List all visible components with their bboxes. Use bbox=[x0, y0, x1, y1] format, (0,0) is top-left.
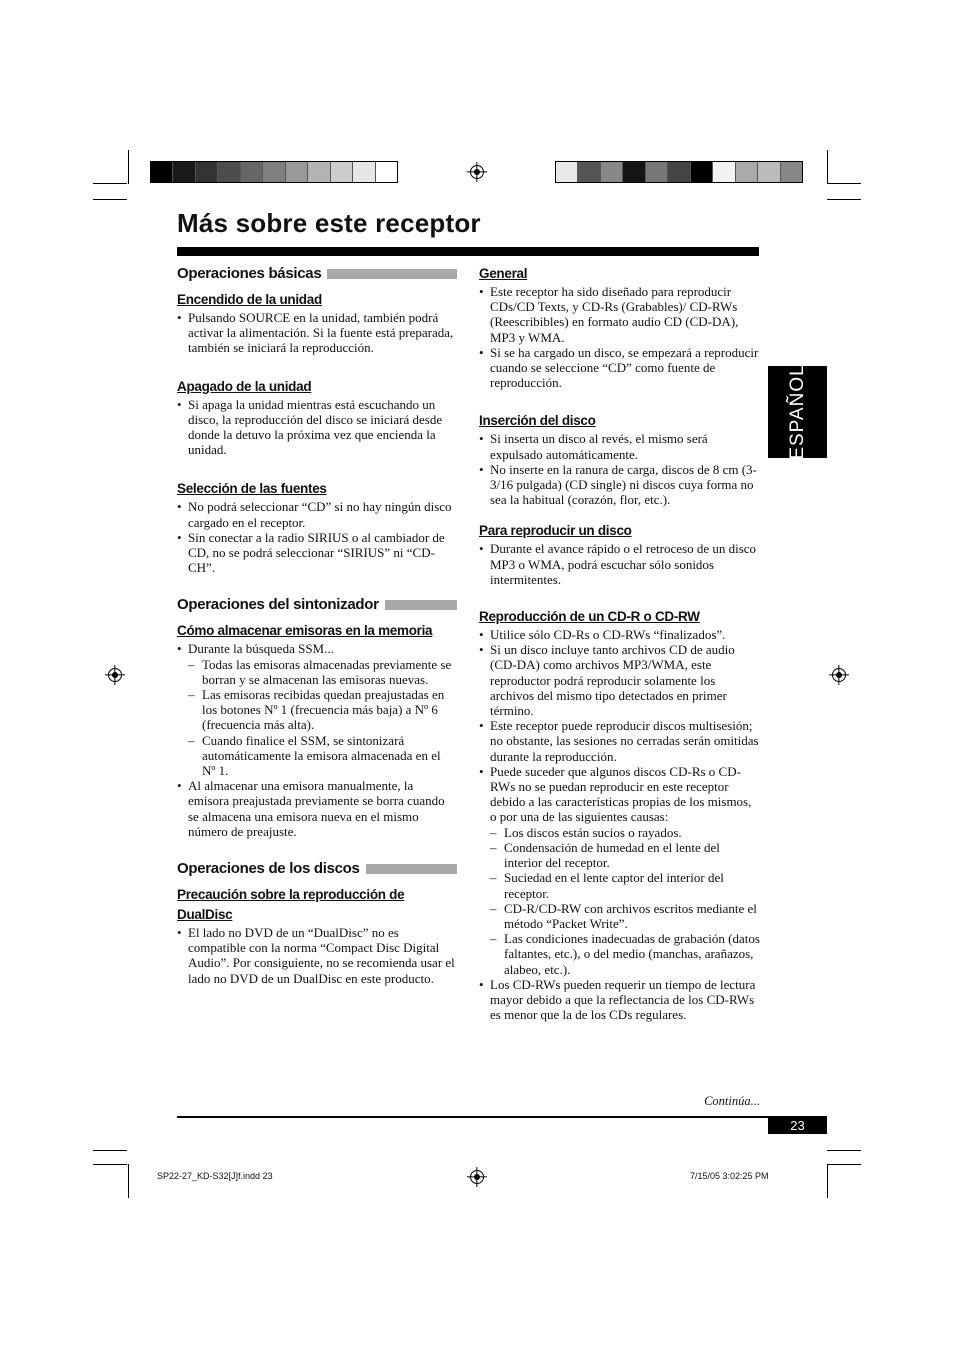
color-swatch bbox=[736, 162, 758, 182]
color-swatch bbox=[218, 162, 240, 182]
left-column bbox=[177, 264, 457, 986]
subheading-seleccion: Selección de las fuentes bbox=[177, 481, 327, 497]
list-seleccion bbox=[177, 499, 457, 575]
bottom-rule bbox=[177, 1116, 827, 1118]
heading-bar bbox=[385, 600, 457, 610]
subheading-apagado: Apagado de la unidad bbox=[177, 378, 312, 394]
heading-bar bbox=[327, 269, 457, 279]
color-swatch bbox=[578, 162, 600, 182]
dash-item: – Las condiciones inadecuadas de grabación (datos faltantes, etc.), o del medio (manchas, arañazos, alabeo, etc.). bbox=[490, 931, 761, 977]
dash-item: – Cuando finalice el SSM, se sintonizará automáticamente la emisora almacenada en el Nº 1. bbox=[188, 733, 457, 779]
color-swatch bbox=[196, 162, 218, 182]
list-dualdisc bbox=[177, 925, 457, 986]
color-swatch bbox=[241, 162, 263, 182]
list-item: • Durante el avance rápido o el retroceso de un disco MP3 o WMA, podrá escuchar sólo sonidos intermitentes. bbox=[479, 541, 761, 587]
section-heading-discos: Operaciones de los discos bbox=[177, 859, 457, 879]
subheading-reproducir: Para reproducir un disco bbox=[479, 523, 632, 539]
color-swatch bbox=[691, 162, 713, 182]
list-item: • Si un disco incluye tanto archivos CD de audio (CD-DA) como archivos MP3/WMA, este reproductor podrá reproducir solamente los archivos del mismo tipo detectados en primer término. bbox=[479, 642, 761, 718]
subheading-insercion: Inserción del disco bbox=[479, 413, 596, 429]
dash-list-causas bbox=[490, 825, 761, 977]
dash-item: – CD-R/CD-RW con archivos escritos mediante el método “Packet Write”. bbox=[490, 901, 761, 931]
subheading-dualdisc: Precaución sobre la reproducción de DualDisc bbox=[177, 887, 405, 923]
subheading-cdr: Reproducción de un CD-R o CD-RW bbox=[479, 609, 700, 625]
page-number: 23 bbox=[768, 1118, 827, 1134]
dash-item: – Los discos están sucios o rayados. bbox=[490, 825, 761, 840]
color-swatch bbox=[263, 162, 285, 182]
color-swatch bbox=[353, 162, 375, 182]
list-item: • Utilice sólo CD-Rs o CD-RWs “finalizados”. bbox=[479, 627, 761, 642]
color-swatch bbox=[668, 162, 690, 182]
list-item: • No podrá seleccionar “CD” si no hay ningún disco cargado en el receptor. bbox=[177, 499, 457, 529]
list-cdr bbox=[479, 627, 761, 1022]
continua-label: Continúa... bbox=[704, 1094, 760, 1108]
list-item: • Al almacenar una emisora manualmente, la emisora preajustada previamente se borra cuando se almacena una emisora nueva en el mismo número de preajuste. bbox=[177, 778, 457, 839]
section-heading-sintonizador: Operaciones del sintonizador bbox=[177, 595, 457, 615]
list-item: • Si apaga la unidad mientras está escuchando un disco, la reproducción del disco se iniciará desde donde la detuvo la próxima vez que encienda la unidad. bbox=[177, 397, 457, 458]
list-item: • Puede suceder que algunos discos CD-Rs o CD-RWs no se puedan reproducir en este receptor debido a las características propias de los mismos, o por una de las siguientes causas: – Los discos están sucios o rayados. – Condensación de humedad en el lente del interior del receptor. – Suciedad en el lente captor del interior del receptor. – CD-R/CD-RW con archivos escritos mediante el método “Packet Write”. – Las condiciones inadecuadas de grabación (datos faltantes, etc.), o del medio (manchas, arañazos, alabeo, etc.). bbox=[479, 764, 761, 977]
page-title: Más sobre este receptor bbox=[177, 208, 481, 238]
list-apagado bbox=[177, 397, 457, 458]
color-swatch bbox=[601, 162, 623, 182]
dash-item: – Las emisoras recibidas quedan preajustadas en los botones Nº 1 (frecuencia más baja) a Nº 6 (frecuencia más alta). bbox=[188, 687, 457, 733]
color-calibration-bar-left bbox=[150, 161, 398, 183]
list-item: • El lado no DVD de un “DualDisc” no es compatible con la norma “Compact Disc Digital Audio”. Por consiguiente, no se recomienda usar el lado no DVD de un DualDisc en este producto. bbox=[177, 925, 457, 986]
subheading-general: General bbox=[479, 266, 528, 281]
color-swatch bbox=[623, 162, 645, 182]
registration-mark-top-icon bbox=[470, 165, 484, 179]
slug-date-info: 7/15/05 3:02:25 PM bbox=[690, 1171, 769, 1181]
color-swatch bbox=[331, 162, 353, 182]
color-swatch bbox=[308, 162, 330, 182]
dash-item: – Condensación de humedad en el lente del interior del receptor. bbox=[490, 840, 761, 870]
list-general bbox=[479, 284, 761, 390]
list-item: • No inserte en la ranura de carga, discos de 8 cm (3-3/16 pulgada) (CD single) ni discos cuya forma no sea la habitual (corazón, flor, etc.). bbox=[479, 462, 761, 508]
registration-mark-bottom-icon bbox=[470, 1170, 484, 1184]
dash-list-ssm bbox=[188, 657, 457, 779]
list-reproducir bbox=[479, 541, 761, 587]
right-column bbox=[479, 264, 761, 1022]
dash-item: – Todas las emisoras almacenadas previamente se borran y se almacenan las emisoras nuevas. bbox=[188, 657, 457, 687]
list-item: • Si inserta un disco al revés, el mismo será expulsado automáticamente. bbox=[479, 431, 761, 461]
language-tab bbox=[768, 366, 827, 458]
list-item: • Durante la búsqueda SSM... – Todas las emisoras almacenadas previamente se borran y se almacenan las emisoras nuevas. – Las emisoras recibidas quedan preajustadas en los botones Nº 1 (frecuencia más baja) a Nº 6 (frecuencia más alta). – Cuando finalice el SSM, se sintonizará automáticamente la emisora almacenada en el Nº 1. bbox=[177, 641, 457, 778]
registration-mark-left-icon bbox=[108, 668, 122, 682]
title-rule bbox=[177, 247, 759, 256]
list-item: • Pulsando SOURCE en la unidad, también podrá activar la alimentación. Si la fuente está preparada, también se iniciará la reproducción. bbox=[177, 310, 457, 356]
registration-mark-right-icon bbox=[832, 668, 846, 682]
color-swatch bbox=[646, 162, 668, 182]
color-swatch bbox=[376, 162, 397, 182]
color-swatch bbox=[713, 162, 735, 182]
list-item: • Sin conectar a la radio SIRIUS o al cambiador de CD, no se podrá seleccionar “SIRIUS” ni “CD-CH”. bbox=[177, 530, 457, 576]
slug-file-info: SP22-27_KD-S32[J]f.indd 23 bbox=[157, 1171, 273, 1181]
color-swatch bbox=[286, 162, 308, 182]
section-heading-basicas: Operaciones básicas bbox=[177, 264, 457, 284]
list-item: • Este receptor puede reproducir discos multisesión; no obstante, las sesiones no cerradas serán omitidas durante la reproducción. bbox=[479, 718, 761, 764]
list-item: • Este receptor ha sido diseñado para reproducir CDs/CD Texts, y CD-Rs (Grabables)/ CD-RWs (Reescribibles) en formato audio CD (CD-DA), MP3 y WMA. bbox=[479, 284, 761, 345]
subheading-encendido: Encendido de la unidad bbox=[177, 292, 322, 307]
heading-bar bbox=[366, 864, 457, 874]
list-item: • Los CD-RWs pueden requerir un tiempo de lectura mayor debido a que la reflectancia de los CD-RWs es menor que la de los CDs regulares. bbox=[479, 977, 761, 1023]
color-swatch bbox=[556, 162, 578, 182]
list-encendido bbox=[177, 310, 457, 356]
list-item: • Si se ha cargado un disco, se empezará a reproducir cuando se seleccione “CD” como fuente de reproducción. bbox=[479, 345, 761, 391]
color-swatch bbox=[758, 162, 780, 182]
list-memoria bbox=[177, 641, 457, 839]
language-tab-label: ESPAÑOL bbox=[786, 364, 808, 460]
color-calibration-bar-right bbox=[555, 161, 803, 183]
color-swatch bbox=[151, 162, 173, 182]
dash-item: – Suciedad en el lente captor del interior del receptor. bbox=[490, 870, 761, 900]
subheading-memoria: Cómo almacenar emisoras en la memoria bbox=[177, 623, 433, 639]
color-swatch bbox=[173, 162, 195, 182]
color-swatch bbox=[781, 162, 802, 182]
list-insercion bbox=[479, 431, 761, 507]
